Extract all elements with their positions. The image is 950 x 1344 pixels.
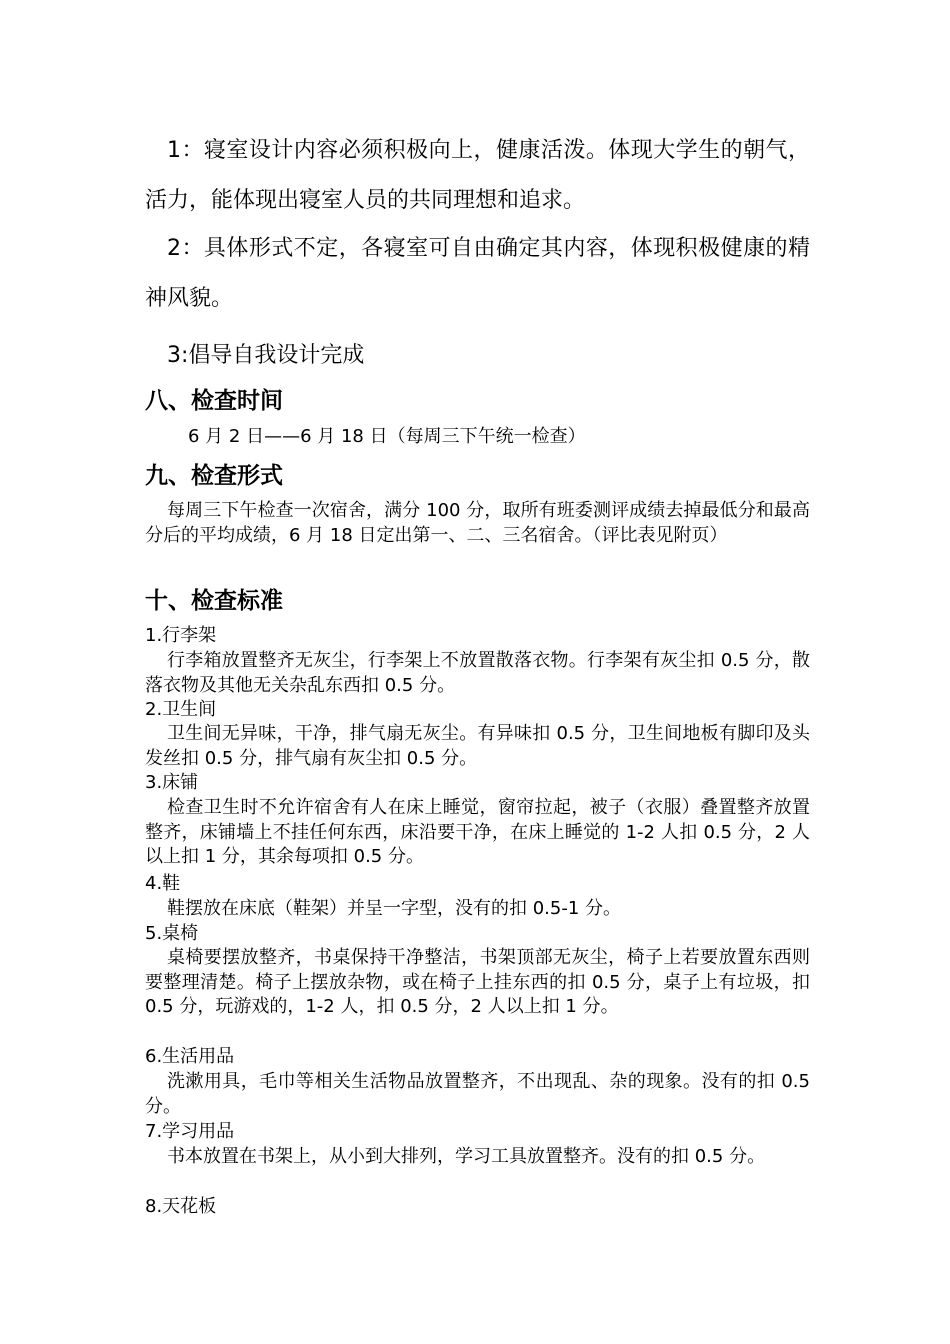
section-9-heading: 九、检查形式 <box>145 463 283 489</box>
section-10-heading: 十、检查标准 <box>145 588 283 614</box>
standard-text-shoes: 鞋摆放在床底（鞋架）并呈一字型，没有的扣 0.5-1 分。 <box>167 898 622 919</box>
standard-text-study-items: 书本放置在书架上，从小到大排列，学习工具放置整齐。没有的扣 0.5 分。 <box>167 1146 766 1167</box>
standard-label-desk-chair: 5.桌椅 <box>145 923 199 944</box>
standard-text-bathroom: 卫生间无异味，干净，排气扇无灰尘。有异味扣 0.5 分，卫生间地板有脚印及头发丝扣 0.5 分，排气扇有灰尘扣 0.5 分。 <box>145 723 810 769</box>
standard-text-bed: 检查卫生时不允许宿舍有人在床上睡觉，窗帘拉起，被子（衣服）叠置整齐放置整齐，床铺墙上不挂任何东西，床沿要干净，在床上睡觉的 1-2 人扣 0.5 分，2 人以上扣 1 分，其余每项扣 0.5 分。 <box>145 797 810 867</box>
intro-item-1: 1：寝室设计内容必须积极向上，健康活泼。体现大学生的朝气，活力，能体现出寝室人员的共同理想和追求。 <box>145 138 810 213</box>
standard-label-ceiling: 8.天花板 <box>145 1196 217 1217</box>
section-8-text: 6 月 2 日——6 月 18 日（每周三下午统一检查） <box>188 426 586 447</box>
standard-label-study-items: 7.学习用品 <box>145 1121 235 1142</box>
intro-item-3: 3:倡导自我设计完成 <box>167 343 365 368</box>
intro-item-2: 2：具体形式不定，各寝室可自由确定其内容，体现积极健康的精神风貌。 <box>145 236 810 311</box>
standard-text-daily-items: 洗漱用具，毛巾等相关生活物品放置整齐，不出现乱、杂的现象。没有的扣 0.5 分。 <box>145 1071 810 1117</box>
standard-label-luggage-rack: 1.行李架 <box>145 625 217 646</box>
standard-label-bed: 3.床铺 <box>145 772 199 793</box>
standard-label-bathroom: 2.卫生间 <box>145 699 217 720</box>
standard-text-luggage-rack: 行李箱放置整齐无灰尘，行李架上不放置散落衣物。行李架有灰尘扣 0.5 分，散落衣物及其他无关杂乱东西扣 0.5 分。 <box>145 650 810 696</box>
section-9-text: 每周三下午检查一次宿舍，满分 100 分，取所有班委测评成绩去掉最低分和最高分后的平均成绩，6 月 18 日定出第一、二、三名宿舍。（评比表见附页） <box>145 500 810 546</box>
standard-text-desk-chair: 桌椅要摆放整齐，书桌保持干净整洁，书架顶部无灰尘，椅子上若要放置东西则要整理清楚。椅子上摆放杂物，或在椅子上挂东西的扣 0.5 分，桌子上有垃圾，扣 0.5 分，玩游戏的，1-2 人，扣 0.5 分，2 人以上扣 1 分。 <box>145 947 810 1017</box>
standard-label-daily-items: 6.生活用品 <box>145 1046 235 1067</box>
section-8-heading: 八、检查时间 <box>145 388 283 414</box>
standard-label-shoes: 4.鞋 <box>145 873 181 894</box>
